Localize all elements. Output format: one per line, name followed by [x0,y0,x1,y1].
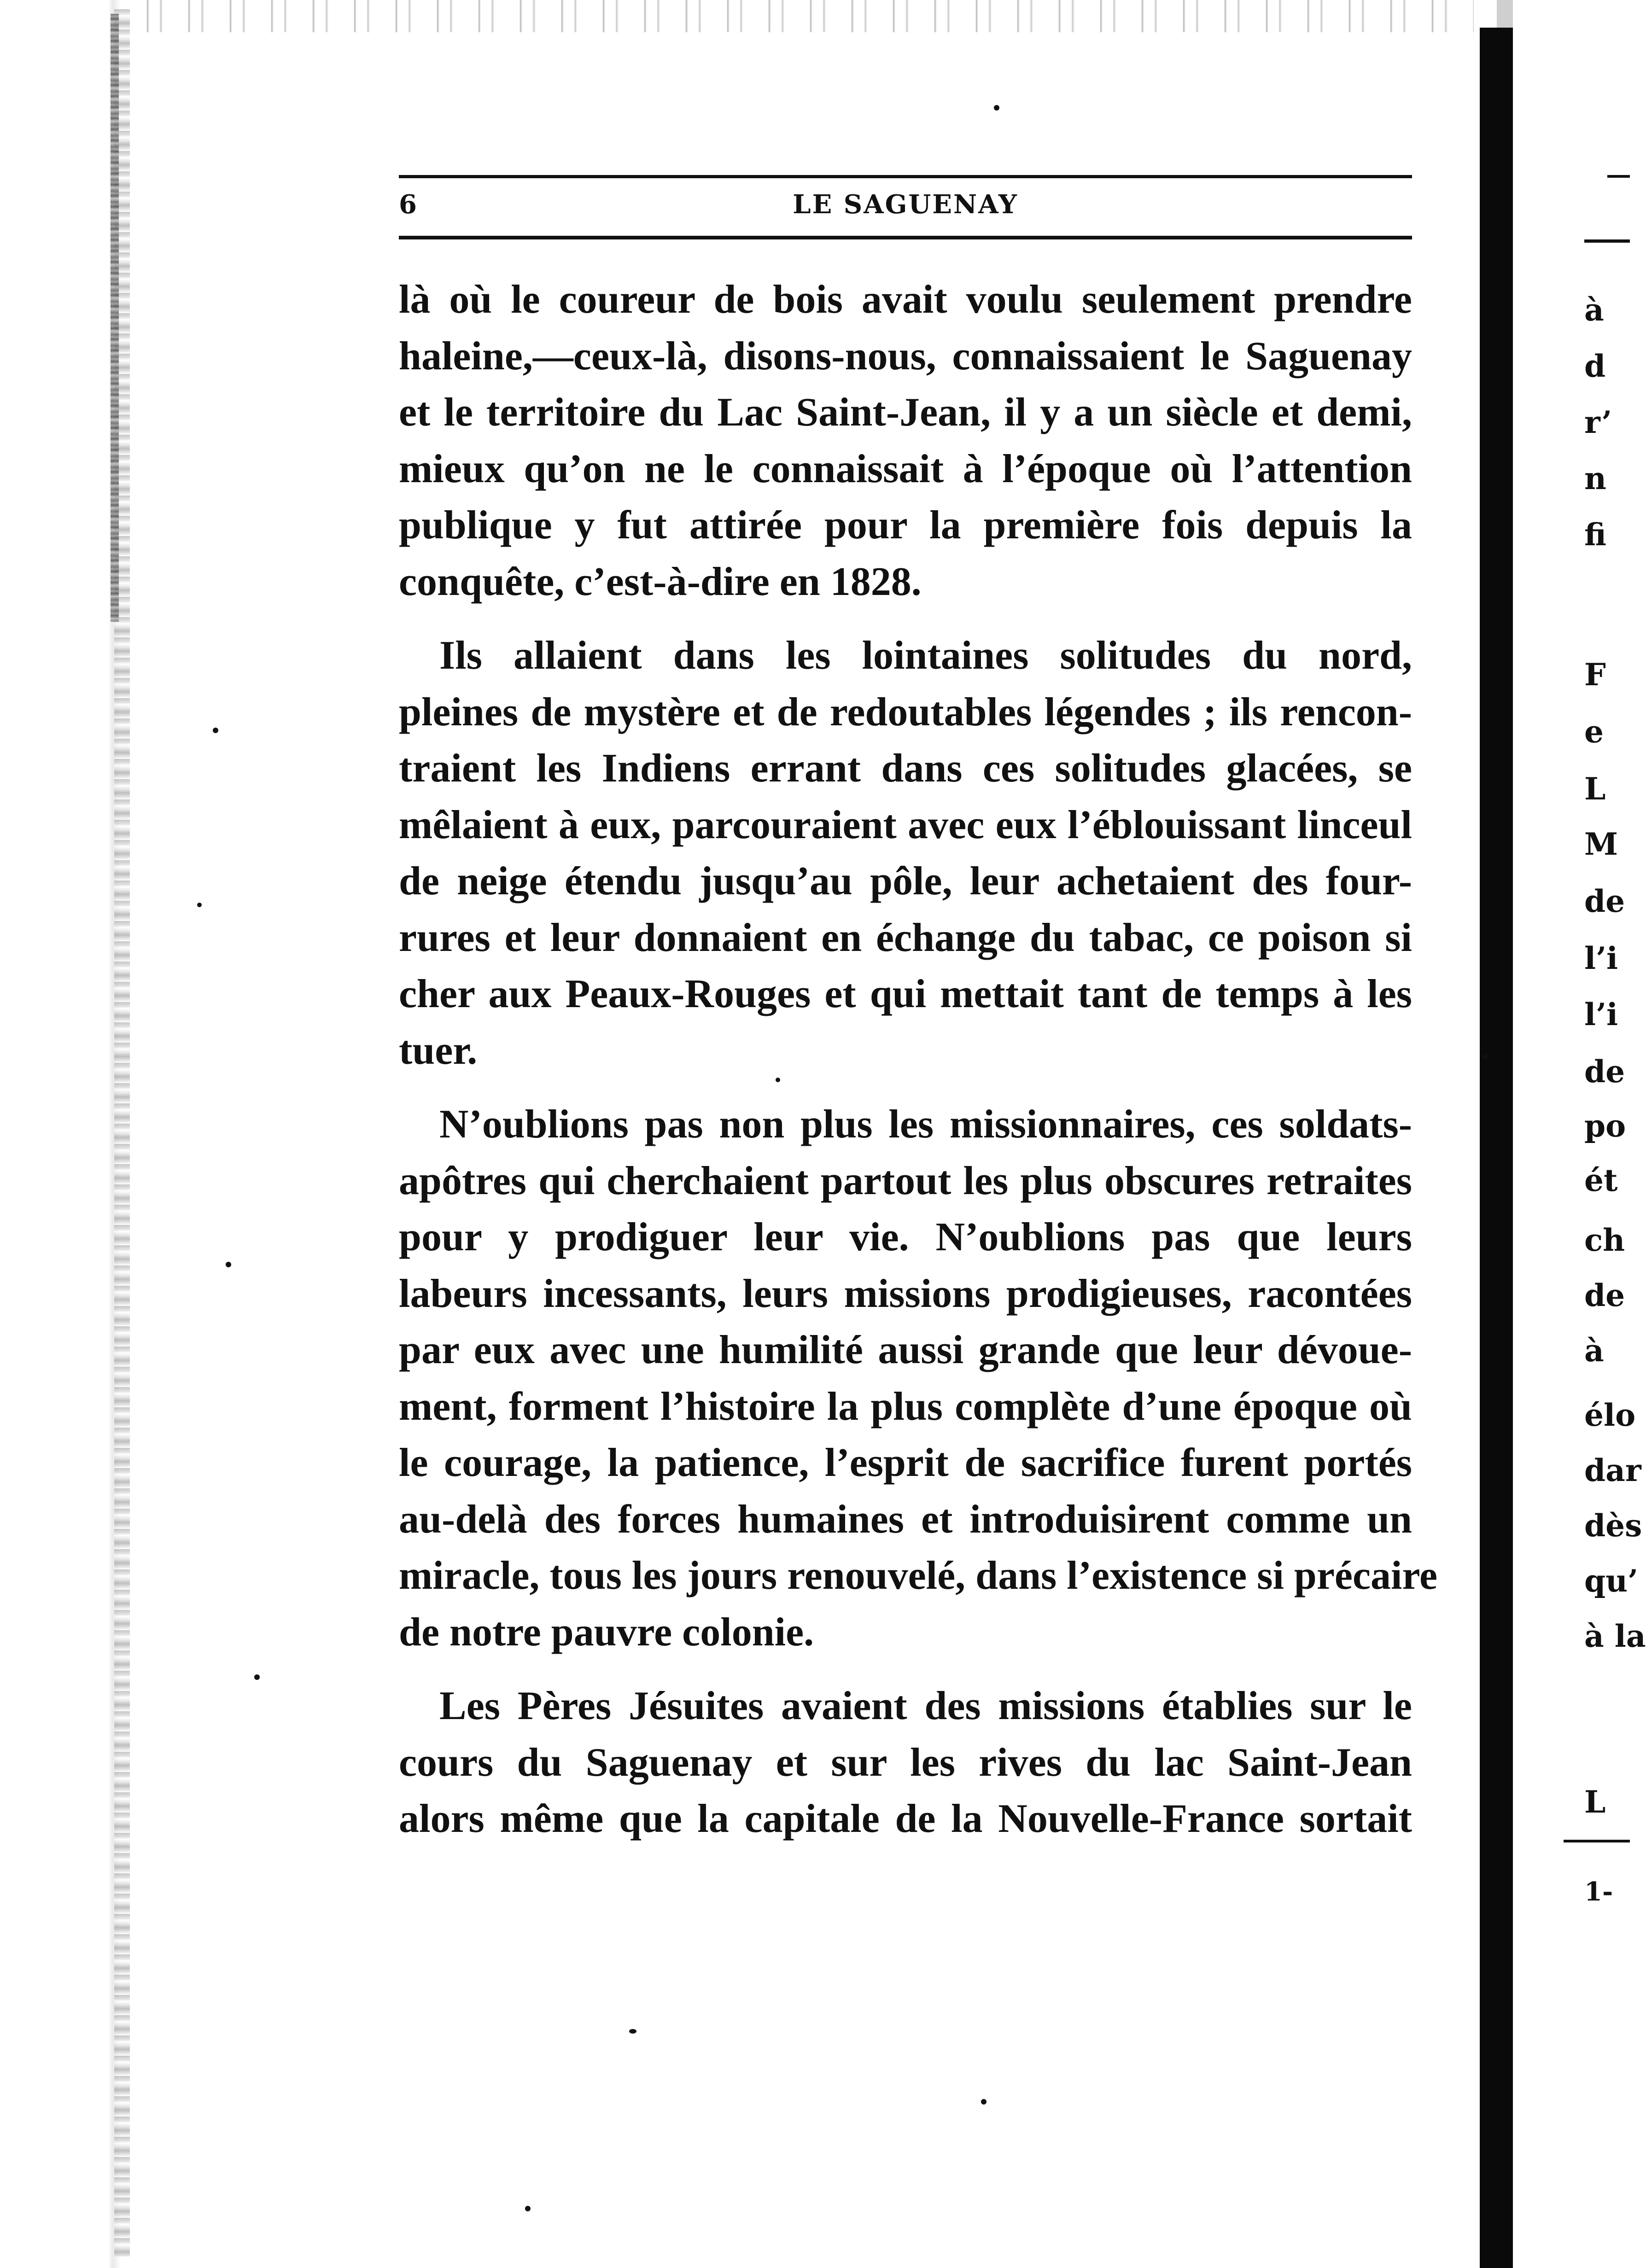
facing-text-fragment: ét [1584,1162,1618,1198]
facing-text-fragment: ch [1584,1222,1625,1258]
facing-text-fragment: d [1584,348,1606,384]
text-line: de notre pauvre colonie. [399,1609,814,1655]
scan-speck [213,728,218,733]
scan-speck [1483,1055,1488,1059]
facing-text-fragment: à [1584,292,1604,328]
scan-speck [197,903,202,907]
text-line: cours du Saguenay et sur les rives du lac Saint-Jean [399,1740,1412,1785]
facing-text-fragment: fi [1584,517,1606,553]
facing-text-fragment: M [1584,826,1618,862]
text-line: par eux avec une humilité aussi grande que leur dévoue- [399,1328,1412,1372]
text-line: rures et leur donnaient en échange du tabac, ce poison si [399,915,1412,960]
facing-page-rule [1607,175,1630,178]
text-line: N’oublions pas non plus les missionnaires, ces soldats- [439,1102,1412,1147]
paragraph [399,1096,1437,1661]
scan-speck [994,105,999,111]
text-line: mieux qu’on ne le connaissait à l’époque où l’attention [399,446,1412,491]
binding-shadow-dark [111,14,119,622]
text-line: au-delà des forces humaines et introduisirent comme un [399,1497,1412,1542]
text-line: conquête, c’est-à-dire en 1828. [399,559,922,604]
facing-text-fragment: l’i [1584,997,1618,1032]
scan-speck [981,2099,986,2105]
text-line: pour y prodiguer leur vie. N’oublions pas que leurs [399,1215,1412,1259]
left-gutter [0,0,157,2268]
facing-text-fragment: dar [1584,1452,1641,1488]
facing-text-fragment: qu’ [1584,1563,1639,1599]
facing-text-fragment: à [1584,1333,1604,1369]
paragraph [399,1678,1412,1848]
facing-text-fragment: l’i [1584,940,1618,976]
scan-speck [226,1262,231,1267]
text-line: alors même que la capitale de la Nouvelle-France sortait [399,1796,1412,1841]
page-number: 6 [399,189,417,220]
running-title: LE SAGUENAY [793,189,1018,220]
text-line: mêlaient à eux, parcouraient avec eux l’éblouissant linceul [399,802,1412,847]
header-rule-bottom [399,236,1412,239]
text-line: traient les Indiens errant dans ces solitudes glacées, se [399,746,1412,791]
text-line: haleine,—ceux-là, disons-nous, connaissaient le Saguenay [399,333,1412,379]
header-rule-top [399,175,1412,178]
facing-text-fragment: de [1584,883,1625,919]
facing-text-fragment: élo [1584,1397,1636,1433]
text-line: ment, forment l’histoire la plus complète d’une époque où [399,1384,1412,1429]
facing-text-fragment: dès [1584,1508,1642,1544]
top-edge-noise [138,0,1474,32]
scan-speck [525,2206,531,2211]
facing-text-fragment: F [1584,657,1606,693]
text-line: cher aux Peaux-Rouges et qui mettait tant de temps à les [399,972,1412,1016]
text-line: miracle, tous les jours renouvelé, dans l’existence si précaire [399,1553,1437,1598]
facing-page-edge [1497,0,1515,28]
text-line: labeurs incessants, leurs missions prodigieuses, racontées [399,1271,1412,1316]
text-line: Ils allaient dans les lointaines solitudes du nord, [439,633,1412,678]
facing-text-fragment: de [1584,1277,1625,1313]
body-text [399,272,1437,1848]
facing-text-fragment: r’ [1584,404,1612,440]
facing-page-gutter [1480,28,1513,2268]
text-line: Les Pères Jésuites avaient des missions établies sur le [439,1684,1412,1728]
text-line: apôtres qui cherchaient partout les plus obscures retraites [399,1158,1412,1203]
facing-text-fragment: L [1584,1784,1606,1820]
text-line: et le territoire du Lac Saint-Jean, il y a un siècle et demi, [399,390,1412,435]
text-line: tuer. [399,1028,478,1073]
text-line: le courage, la patience, l’esprit de sacrifice furent portés [399,1440,1412,1485]
scan-speck [776,1078,780,1082]
facing-text-fragment: po [1584,1108,1626,1144]
facing-text-fragment: n [1584,461,1606,496]
facing-page-rule [1564,1840,1630,1842]
facing-text-fragment: e [1584,714,1604,750]
running-head [399,188,1412,234]
facing-text-fragment: 1- [1584,1877,1613,1907]
facing-text-fragment: à la [1584,1618,1646,1654]
facing-text-fragment: de [1584,1054,1625,1090]
facing-text-fragment: L [1584,771,1606,807]
text-line: publique y fut attirée pour la première fois depuis la [399,503,1412,548]
paragraph [399,272,1412,610]
facing-page-rule [1584,239,1630,243]
scan-speck [629,2029,636,2034]
paragraph [399,628,1412,1079]
text-line: de neige étendu jusqu’au pôle, leur achetaient des four- [399,859,1412,904]
scan-speck [254,1674,260,1680]
text-line: pleines de mystère et de redoutables légendes ; ils rencon- [399,689,1412,735]
text-line: là où le coureur de bois avait voulu seulement prendre [399,277,1412,322]
